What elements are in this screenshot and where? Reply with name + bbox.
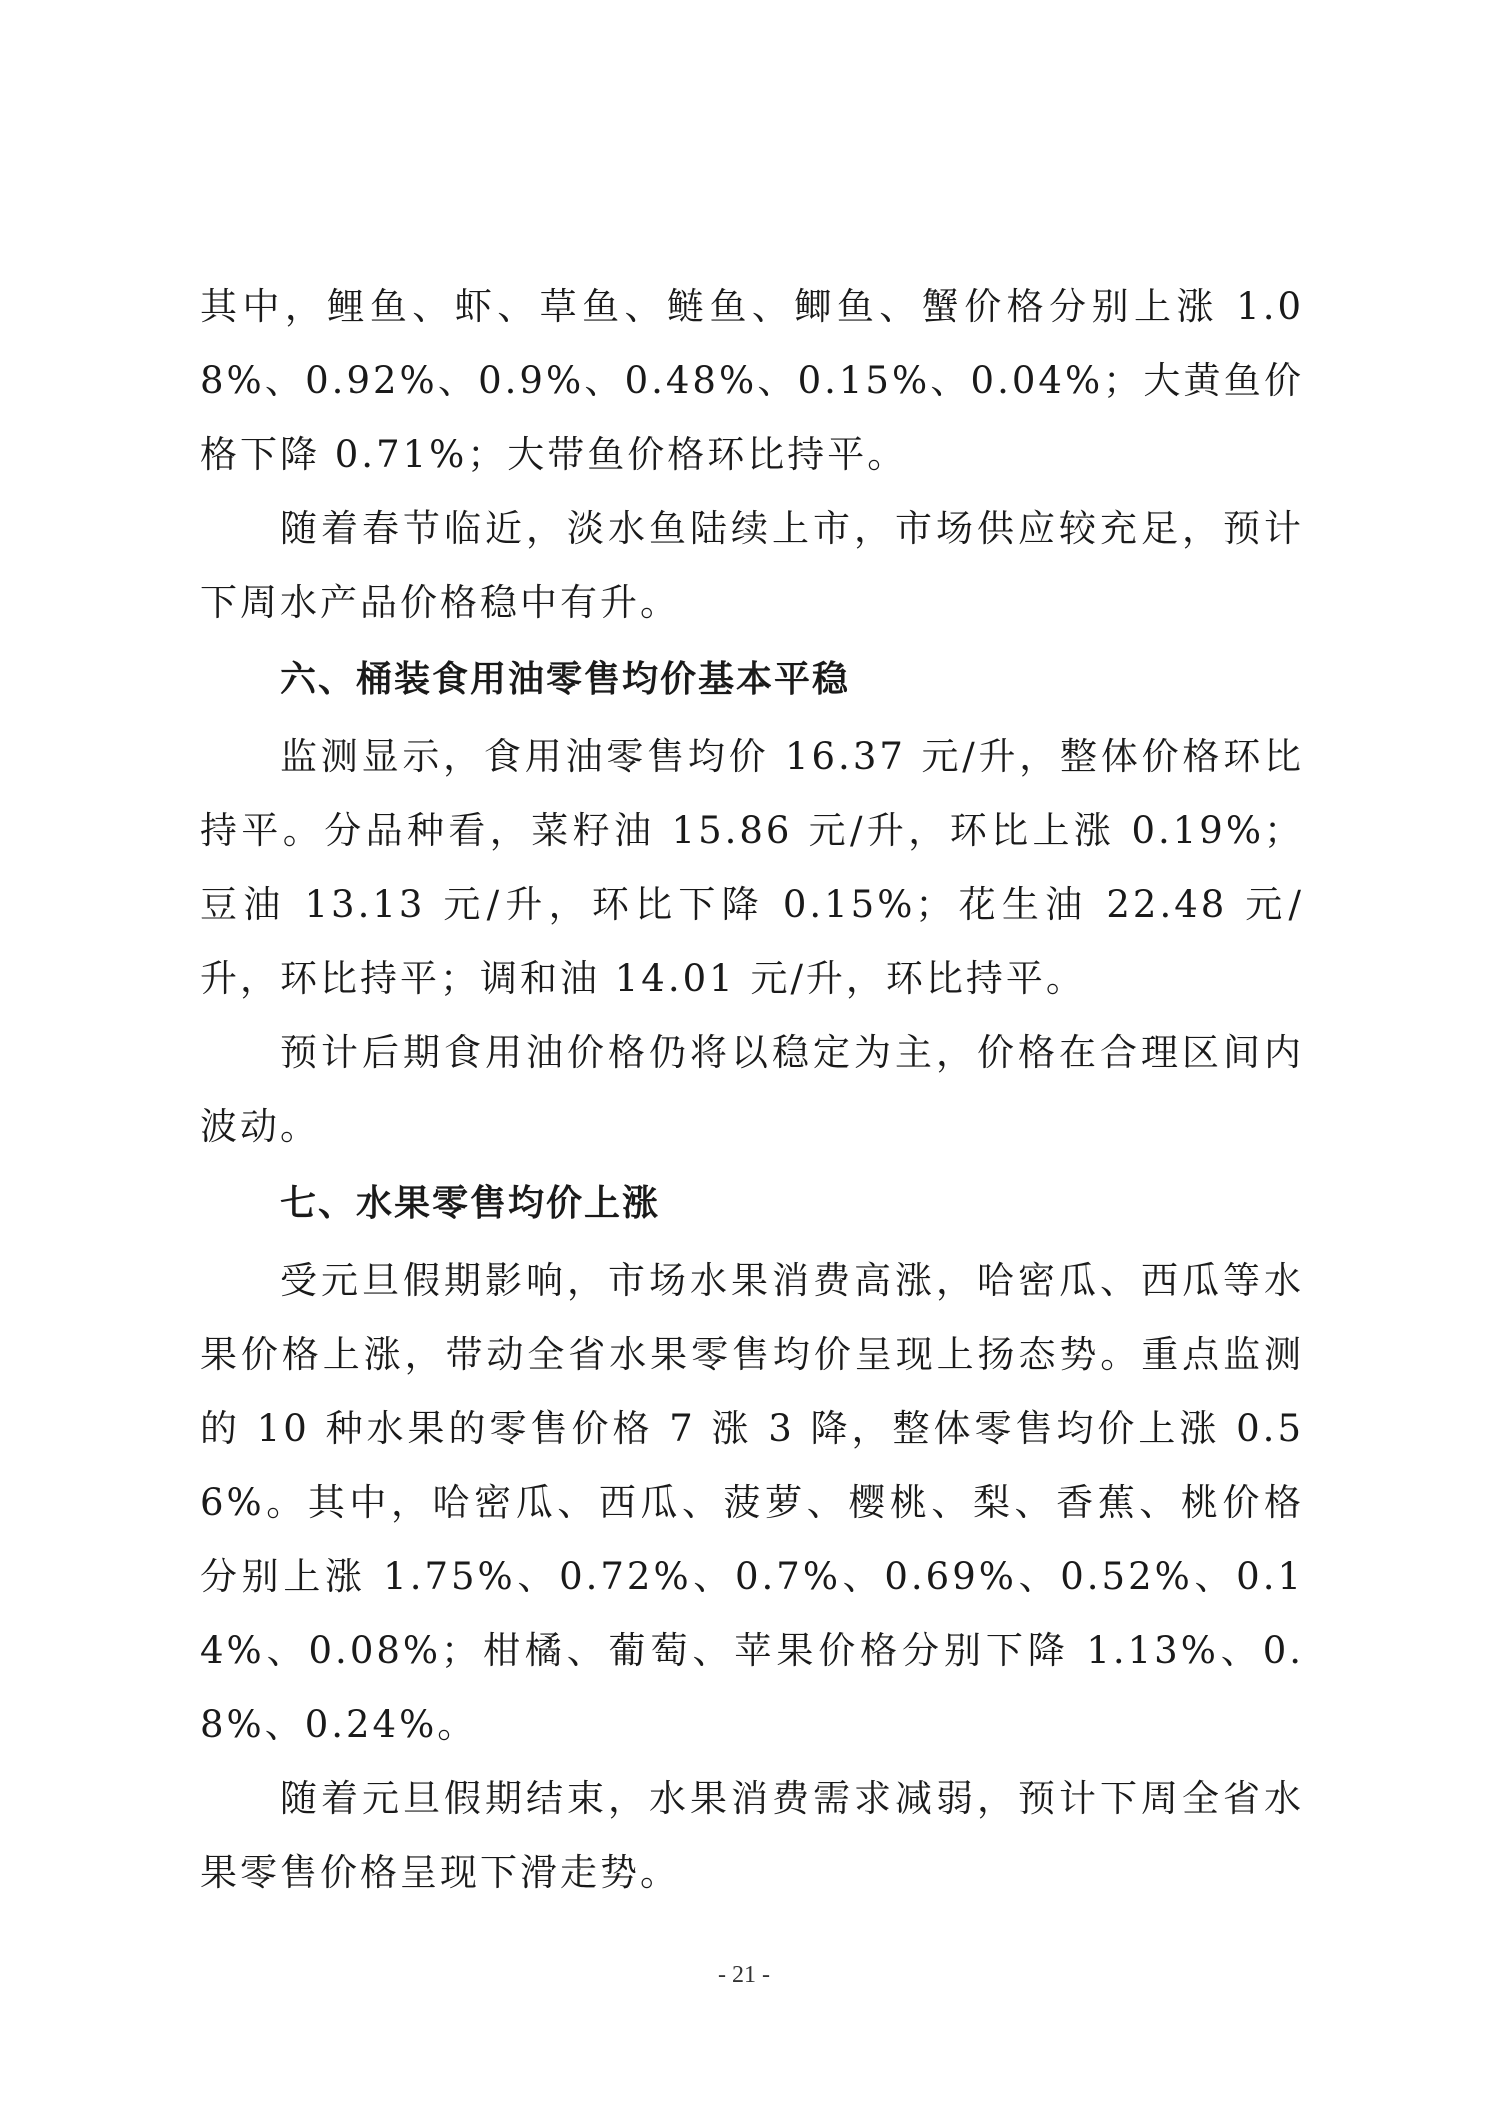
paragraph-oil-forecast: 预计后期食用油价格仍将以稳定为主，价格在合理区间内波动。 xyxy=(200,1031,1304,1148)
paragraph-fruit-prices: 受元旦假期影响，市场水果消费高涨，哈密瓜、西瓜等水果价格上涨，带动全省水果零售均价呈现上扬态势。重点监测的 10 种水果的零售价格 7 涨 3 降，整体零售均价上涨 0.56%。其中，哈密瓜、西瓜、菠萝、樱桃、梨、香蕉、桃价格分别上涨 1.75%、0.72%、0.7%、0.69%、0.52%、0.14%、0.08%；柑橘、葡萄、苹果价格分别下降 1.13%、0.8%、0.24%。 xyxy=(200,1259,1304,1746)
paragraph-fish-forecast: 随着春节临近，淡水鱼陆续上市，市场供应较充足，预计下周水产品价格稳中有升。 xyxy=(200,507,1304,624)
paragraph-oil-prices: 监测显示，食用油零售均价 16.37 元/升，整体价格环比持平。分品种看，菜籽油 15.86 元/升，环比上涨 0.19%；豆油 13.13 元/升，环比下降 0.15%；花生油 22.48 元/升，环比持平；调和油 14.01 元/升，环比持平。 xyxy=(200,735,1304,1000)
document-body xyxy=(200,270,1304,1910)
paragraph-fruit-forecast: 随着元旦假期结束，水果消费需求减弱，预计下周全省水果零售价格呈现下滑走势。 xyxy=(200,1777,1304,1894)
section-heading-edible-oil: 六、桶装食用油零售均价基本平稳 xyxy=(280,659,851,700)
section-heading-fruit: 七、水果零售均价上涨 xyxy=(280,1183,661,1224)
page-number: - 21 - xyxy=(718,1962,770,1988)
paragraph-fish-prices: 其中，鲤鱼、虾、草鱼、鲢鱼、鲫鱼、蟹价格分别上涨 1.08%、0.92%、0.9%、0.48%、0.15%、0.04%；大黄鱼价格下降 0.71%；大带鱼价格环比持平。 xyxy=(200,285,1304,476)
